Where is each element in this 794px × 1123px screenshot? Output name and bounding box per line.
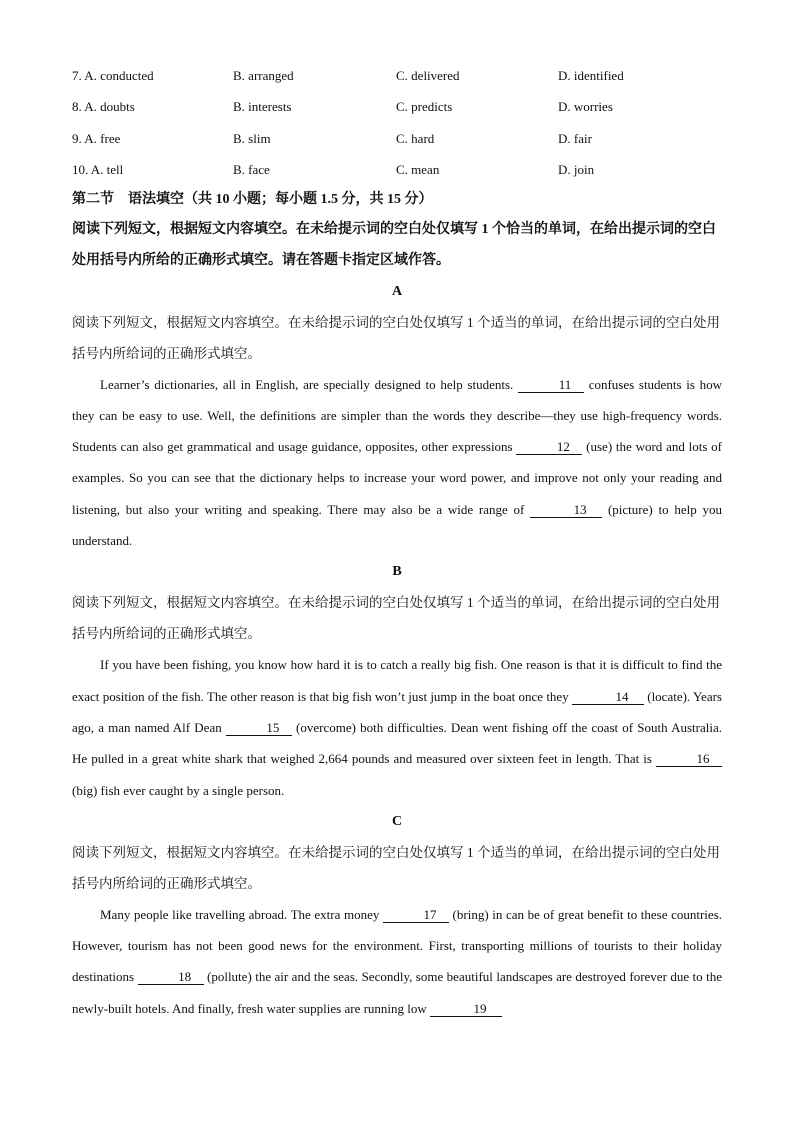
option-a: 9. A. free <box>72 130 121 146</box>
passage-c-text <box>72 899 722 1024</box>
passage-text: (pollute) the air and the seas. Secondly, some beautiful landscapes are destroyed forever due to the newly-built hotels. And finally, fresh water supplies are running low <box>72 969 722 1016</box>
option-row-10 <box>72 154 722 185</box>
passage-a-text <box>72 369 722 557</box>
blank-11: 11 <box>518 377 584 393</box>
passage-a-label: A <box>391 283 403 299</box>
option-c: C. delivered <box>396 68 460 83</box>
blank-13: 13 <box>530 502 602 518</box>
option-d: D. fair <box>558 130 592 146</box>
option-d: D. identified <box>558 68 624 83</box>
option-b: B. arranged <box>233 68 294 83</box>
passage-b-instruction: 阅读下列短文，根据短文内容填空。在未给提示词的空白处仅填写 1 个适当的单词，在给出提示词的空白处用括号内所给词的正确形式填空。 <box>72 595 720 642</box>
passage-text: (bring) in can be of great benefit to these countries. However, tourism has not been good news for the environment. First, transporting millions of tourists to their holiday destinations <box>72 906 723 985</box>
option-c: C. predicts <box>396 99 453 115</box>
section-title: 第二节 语法填空（共 10 小题；每小题 1.5 分，共 15 分） <box>72 191 433 207</box>
answer-options <box>72 60 722 186</box>
passage-a-instruction: 阅读下列短文，根据短文内容填空。在未给提示词的空白处仅填写 1 个适当的单词，在给出提示词的空白处用括号内所给词的正确形式填空。 <box>72 314 720 361</box>
passage-text: (overcome) both difficulties. Dean went fishing off the coast of South Australia. He pulled in a great white shark that weighed 2,664 pounds and measured over sixteen feet in length. That is <box>72 719 722 767</box>
blank-14: 14 <box>572 689 644 705</box>
option-d: D. join <box>558 162 595 178</box>
blank-12: 12 <box>516 439 582 455</box>
option-a: 8. A. doubts <box>72 99 135 115</box>
option-row-7 <box>72 60 722 91</box>
blank-17: 17 <box>383 907 449 923</box>
passage-c-instruction: 阅读下列短文，根据短文内容填空。在未给提示词的空白处仅填写 1 个适当的单词，在给出提示词的空白处用括号内所给词的正确形式填空。 <box>72 844 720 891</box>
option-a: 7. A. conducted <box>72 68 154 83</box>
blank-18: 18 <box>138 969 204 985</box>
blank-15: 15 <box>226 720 292 736</box>
option-c: C. mean <box>396 162 440 178</box>
section-instructions: 阅读下列短文，根据短文内容填空。在未给提示词的空白处仅填写 1 个恰当的单词，在给出提示词的空白处用括号内所给的正确形式填空。请在答题卡指定区域作答。 <box>72 221 716 268</box>
passage-b-label: B <box>392 564 402 580</box>
option-b: B. slim <box>233 130 271 146</box>
passage-text: (picture) to help you understand. <box>72 501 722 549</box>
passage-c-label: C <box>391 813 403 829</box>
blank-19: 19 <box>430 1001 502 1017</box>
passage-text: (use) the word and lots of examples. So you can see that the dictionary helps to increase your word power, and improve not only your reading and listening, but also your writing and speaking. There may also be a wide range of <box>72 439 722 517</box>
passage-text: (big) fish ever caught by a single person. <box>72 782 285 798</box>
passage-text: Many people like travelling abroad. The extra money <box>100 906 383 922</box>
option-row-9 <box>72 123 722 154</box>
option-b: B. face <box>233 162 270 178</box>
option-b: B. interests <box>233 99 292 115</box>
exam-page <box>72 60 722 1024</box>
passage-text: If you have been fishing, you know how hard it is to catch a really big fish. One reason is that it is difficult to find the exact position of the fish. The other reason is that big fish won’t just jump in the boat once they <box>72 657 722 704</box>
option-c: C. hard <box>396 130 435 146</box>
passage-text: Learner’s dictionaries, all in English, are specially designed to help students. <box>100 376 518 392</box>
passage-b-text <box>72 649 722 805</box>
passage-text: confuses students is how they can be easy to use. Well, the definitions are simpler than the words they describe—they use high-frequency words. Students can also get grammatical and usage guidance, opposites, other expressions <box>72 376 722 455</box>
option-row-8 <box>72 91 722 122</box>
blank-16: 16 <box>656 751 722 767</box>
option-d: D. worries <box>558 99 613 115</box>
option-a: 10. A. tell <box>72 162 124 178</box>
passage-text: (locate). Years ago, a man named Alf Dean <box>72 688 722 735</box>
